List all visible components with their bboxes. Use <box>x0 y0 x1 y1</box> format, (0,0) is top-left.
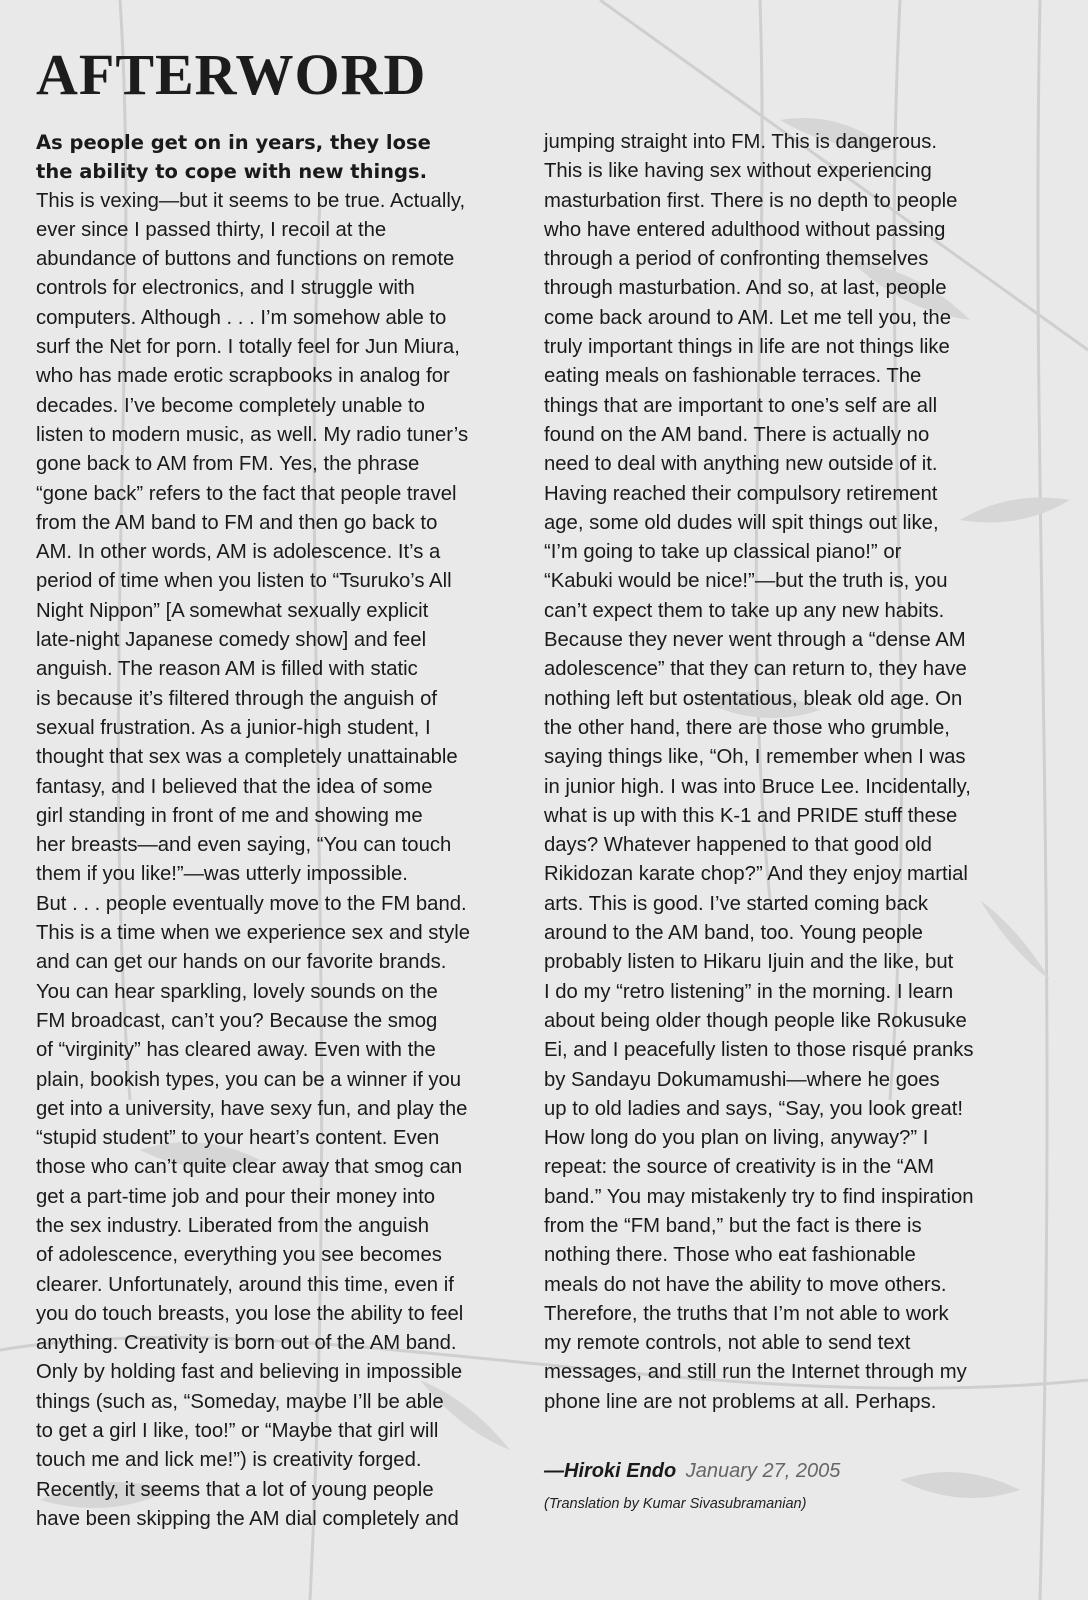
body-text-line: by Sandayu Dokumamushi—where he goes <box>544 1068 940 1091</box>
body-text-line: gone back to AM from FM. Yes, the phrase <box>36 453 420 476</box>
body-text-line: need to deal with anything new outside of it. <box>544 453 938 476</box>
body-text-line: How long do you plan on living, anyway?” I <box>544 1127 929 1150</box>
body-text-line: probably listen to Hikaru Ijuin and the like, but <box>544 951 954 974</box>
body-text-line: in junior high. I was into Bruce Lee. Incidentally, <box>544 775 971 798</box>
body-text-line: band.” You may mistakenly try to find inspiration <box>544 1185 974 1208</box>
body-text-line: through a period of confronting themselves <box>544 248 929 271</box>
body-text-line: surf the Net for porn. I totally feel for Jun Miura, <box>36 336 460 359</box>
body-text-line: Rikidozan karate chop?” And they enjoy martial <box>544 863 968 886</box>
body-text-line: nothing left but ostentatious, bleak old age. On <box>544 687 963 710</box>
left-column <box>36 128 536 1534</box>
body-text-line: messages, and still run the Internet through my <box>544 1361 967 1384</box>
body-text-line: phone line are not problems at all. Perhaps. <box>544 1390 937 1413</box>
body-text-line: come back around to AM. Let me tell you, the <box>544 306 951 329</box>
body-text-line: anguish. The reason AM is filled with static <box>36 658 418 681</box>
body-text-line: Ei, and I peacefully listen to those risqué pranks <box>544 1039 974 1062</box>
body-text-line: You can hear sparkling, lovely sounds on the <box>36 980 438 1003</box>
body-text-line: I do my “retro listening” in the morning. I learn <box>544 980 954 1003</box>
body-text-line: is because it’s filtered through the anguish of <box>36 687 438 710</box>
body-text-line: to get a girl I like, too!” or “Maybe that girl will <box>36 1420 439 1443</box>
body-text-line: masturbation first. There is no depth to people <box>544 189 958 212</box>
body-text-line: FM broadcast, can’t you? Because the smog <box>36 1009 438 1032</box>
body-text-line: arts. This is good. I’ve started coming back <box>544 892 929 915</box>
body-text-line: the sex industry. Liberated from the anguish <box>36 1214 430 1237</box>
body-text-line: meals do not have the ability to move others. <box>544 1273 947 1296</box>
body-text-line: fantasy, and I believed that the idea of some <box>36 775 433 798</box>
body-text-line: Therefore, the truths that I’m not able to work <box>544 1302 949 1325</box>
signature-author: —Hiroki Endo <box>544 1460 677 1482</box>
body-text-line: Only by holding fast and believing in impossible <box>36 1361 463 1384</box>
body-text-line: eating meals on fashionable terraces. The <box>544 365 922 388</box>
body-text-line: touch me and lick me!”) is creativity forged. <box>36 1449 422 1472</box>
body-text-line: repeat: the source of creativity is in the “AM <box>544 1156 935 1179</box>
body-text-line: of “virginity” has cleared away. Even with the <box>36 1039 436 1062</box>
body-text-line: AM. In other words, AM is adolescence. It’s a <box>36 541 441 564</box>
body-text-line: truly important things in life are not things like <box>544 336 950 359</box>
body-text-line: age, some old dudes will spit things out like, <box>544 511 939 534</box>
body-text-line: This is like having sex without experiencing <box>544 160 932 183</box>
body-text-line: listen to modern music, as well. My radio tuner’s <box>36 423 469 446</box>
body-text-line: from the “FM band,” but the fact is there is <box>544 1214 922 1237</box>
body-text-line: plain, bookish types, you can be a winner if you <box>36 1068 462 1091</box>
body-text-line: those who can’t quite clear away that smog can <box>36 1156 463 1179</box>
body-text-line: about being older though people like Rokusuke <box>544 1009 967 1032</box>
body-text-line: who have entered adulthood without passing <box>544 218 946 241</box>
body-text-line: Because they never went through a “dense AM <box>544 629 966 652</box>
body-text-line: you do touch breasts, you lose the ability to feel <box>36 1302 464 1325</box>
body-text-line: Having reached their compulsory retirement <box>544 482 938 505</box>
body-text-line: This is vexing—but it seems to be true. Actually, <box>36 189 466 212</box>
body-text-line: through masturbation. And so, at last, people <box>544 277 947 300</box>
body-text-line: “gone back” refers to the fact that people travel <box>36 482 457 505</box>
body-text-line: of adolescence, everything you see becomes <box>36 1244 442 1267</box>
body-text-line: Night Nippon” [A somewhat sexually explicit <box>36 599 429 622</box>
body-text-line: my remote controls, not able to send text <box>544 1332 911 1355</box>
lead-line: As people get on in years, they lose <box>36 131 431 154</box>
body-text-line: the other hand, there are those who grumble, <box>544 716 950 739</box>
body-text-line: get a part-time job and pour their money into <box>36 1185 436 1208</box>
body-text-line: But . . . people eventually move to the FM band. <box>36 892 467 915</box>
body-text-line: have been skipping the AM dial completely and <box>36 1507 459 1530</box>
body-text-line: clearer. Unfortunately, around this time, even if <box>36 1273 454 1296</box>
body-text-line: who has made erotic scrapbooks in analog for <box>36 365 450 388</box>
body-text-line: period of time when you listen to “Tsuruko’s All <box>36 570 452 593</box>
body-text-line: what is up with this K-1 and PRIDE stuff these <box>544 804 958 827</box>
body-text-line: abundance of buttons and functions on remote <box>36 248 455 271</box>
body-text-line: days? Whatever happened to that good old <box>544 834 932 857</box>
translation-credit: (Translation by Kumar Sivasubramanian) <box>544 1496 807 1512</box>
body-text-line: adolescence” that they can return to, they have <box>544 658 967 681</box>
body-text-line: sexual frustration. As a junior-high student, I <box>36 716 431 739</box>
body-text-line: decades. I’ve become completely unable to <box>36 394 425 417</box>
signature <box>544 1460 840 1483</box>
page-title: AFTERWORD <box>36 42 427 107</box>
body-text-line: anything. Creativity is born out of the AM band. <box>36 1332 457 1355</box>
body-text-line: “I’m going to take up classical piano!” or <box>544 541 902 564</box>
body-text-line: late-night Japanese comedy show] and feel <box>36 629 427 652</box>
signature-date: January 27, 2005 <box>685 1460 841 1482</box>
right-column <box>544 128 1044 1417</box>
body-text-line: “Kabuki would be nice!”—but the truth is, you <box>544 570 948 593</box>
body-text-line: thought that sex was a completely unattainable <box>36 746 458 769</box>
body-text-line: found on the AM band. There is actually no <box>544 423 930 446</box>
body-text-line: get into a university, have sexy fun, and play the <box>36 1097 468 1120</box>
body-text-line: saying things like, “Oh, I remember when I was <box>544 746 966 769</box>
body-text-line: This is a time when we experience sex and style <box>36 922 470 945</box>
body-text-line: can’t expect them to take up any new habits. <box>544 599 945 622</box>
body-text-line: girl standing in front of me and showing me <box>36 804 423 827</box>
body-text-line: things (such as, “Someday, maybe I’ll be able <box>36 1390 444 1413</box>
body-text-line: up to old ladies and says, “Say, you look great! <box>544 1097 964 1120</box>
body-text-line: around to the AM band, too. Young people <box>544 922 923 945</box>
body-text-line: “stupid student” to your heart’s content. Even <box>36 1127 440 1150</box>
lead-line: the ability to cope with new things. <box>36 160 427 184</box>
body-text-line: controls for electronics, and I struggle with <box>36 277 415 300</box>
body-text-line: from the AM band to FM and then go back to <box>36 511 438 534</box>
body-text-line: and can get our hands on our favorite brands. <box>36 951 447 974</box>
body-text-line: them if you like!”—was utterly impossible. <box>36 863 408 886</box>
body-text-line: ever since I passed thirty, I recoil at the <box>36 218 387 241</box>
body-text-line: jumping straight into FM. This is dangerous. <box>544 131 938 153</box>
body-text-line: her breasts—and even saying, “You can touch <box>36 834 452 857</box>
body-text-line: things that are important to one’s self are all <box>544 394 938 417</box>
body-text-line: nothing there. Those who eat fashionable <box>544 1244 916 1267</box>
body-text-line: computers. Although . . . I’m somehow able to <box>36 306 447 329</box>
body-text-line: Recently, it seems that a lot of young people <box>36 1478 434 1501</box>
